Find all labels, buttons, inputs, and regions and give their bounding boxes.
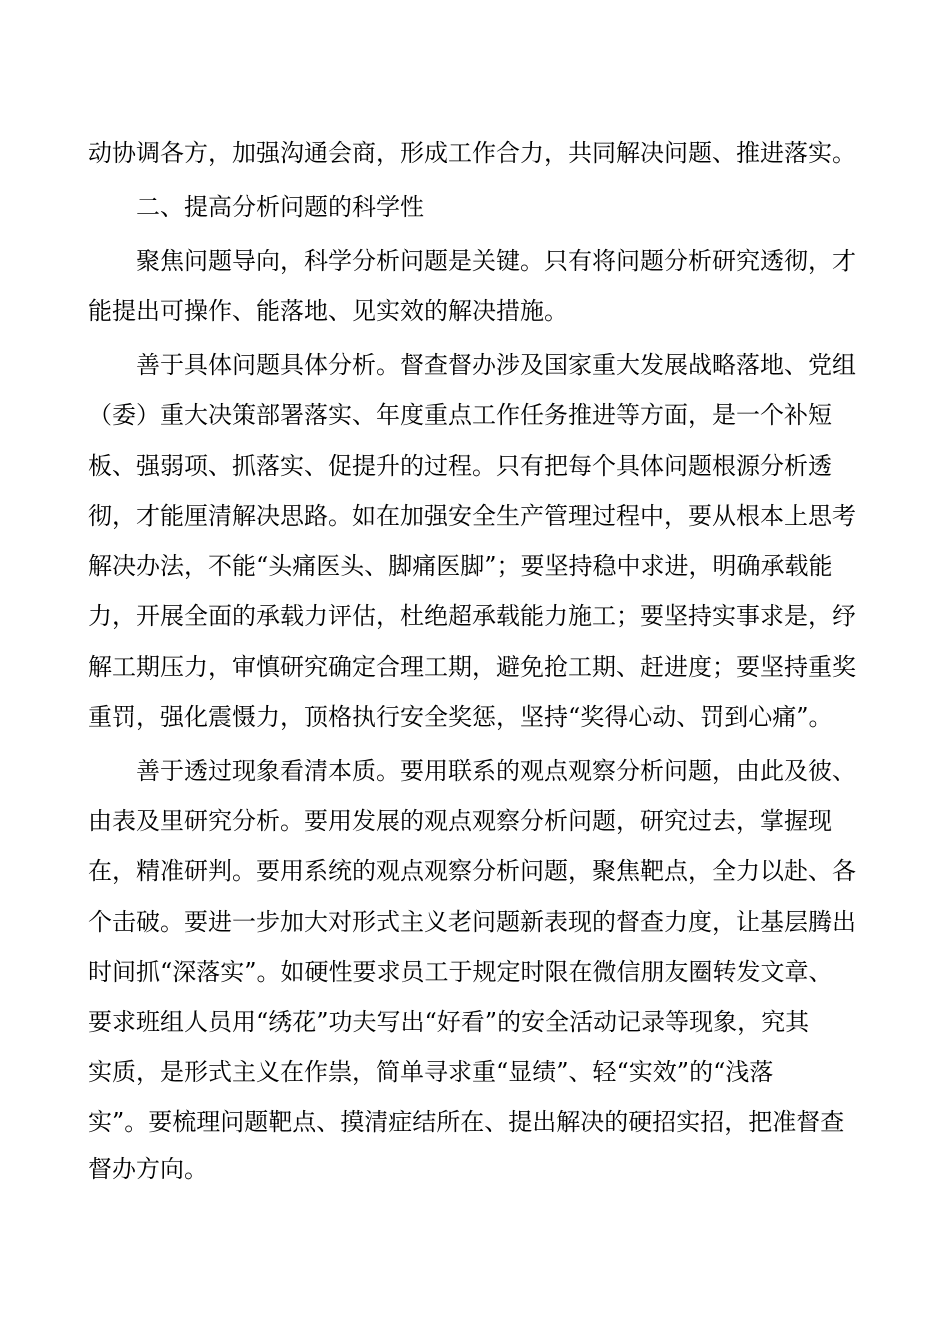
- section-heading: 二、提高分析问题的科学性: [136, 193, 424, 221]
- paragraph-line: 要求班组人员用“绣花”功夫写出“好看”的安全活动记录等现象，究其: [88, 1008, 810, 1036]
- paragraph-line: 在，精准研判。要用系统的观点观察分析问题，聚焦靶点，全力以赴、各: [88, 857, 856, 885]
- paragraph-line: 板、强弱项、抓落实、促提升的过程。只有把每个具体问题根源分析透: [88, 452, 832, 480]
- paragraph-line: 解决办法，不能“头痛医头、脚痛医脚”；要坚持稳中求进，明确承载能: [88, 552, 833, 580]
- paragraph-line: （委）重大决策部署落实、年度重点工作任务推进等方面，是一个补短: [88, 401, 832, 429]
- paragraph-line: 善于透过现象看清本质。要用联系的观点观察分析问题，由此及彼、: [136, 757, 856, 785]
- paragraph-line: 时间抓“深落实”。如硬性要求员工于规定时限在微信朋友圈转发文章、: [88, 958, 833, 986]
- paragraph-line: 彻，才能厘清解决思路。如在加强安全生产管理过程中，要从根本上思考: [88, 502, 856, 530]
- paragraph-line: 解工期压力，审慎研究确定合理工期，避免抢工期、赶进度；要坚持重奖: [88, 653, 856, 681]
- paragraph-line: 个击破。要进一步加大对形式主义老问题新表现的督查力度，让基层腾出: [88, 908, 856, 936]
- paragraph-line: 动协调各方，加强沟通会商，形成工作合力，共同解决问题、推进落实。: [88, 139, 856, 167]
- paragraph-line: 由表及里研究分析。要用发展的观点观察分析问题，研究过去，掌握现: [88, 807, 832, 835]
- paragraph-line: 实”。要梳理问题靶点、摸清症结所在、提出解决的硬招实招，把准督查: [88, 1108, 845, 1136]
- paragraph-line: 能提出可操作、能落地、见实效的解决措施。: [88, 297, 568, 325]
- paragraph-line: 力，开展全面的承载力评估，杜绝超承载能力施工；要坚持实事求是，纾: [88, 602, 856, 630]
- paragraph-line: 督办方向。: [88, 1155, 208, 1183]
- paragraph-line: 善于具体问题具体分析。督查督办涉及国家重大发展战略落地、党组: [136, 351, 856, 379]
- paragraph-line: 聚焦问题导向，科学分析问题是关键。只有将问题分析研究透彻，才: [136, 247, 856, 275]
- paragraph-line: 重罚，强化震慑力，顶格执行安全奖惩，坚持“奖得心动、罚到心痛”。: [88, 703, 833, 731]
- paragraph-line: 实质，是形式主义在作祟，简单寻求重“显绩”、轻“实效”的“浅落: [88, 1058, 774, 1086]
